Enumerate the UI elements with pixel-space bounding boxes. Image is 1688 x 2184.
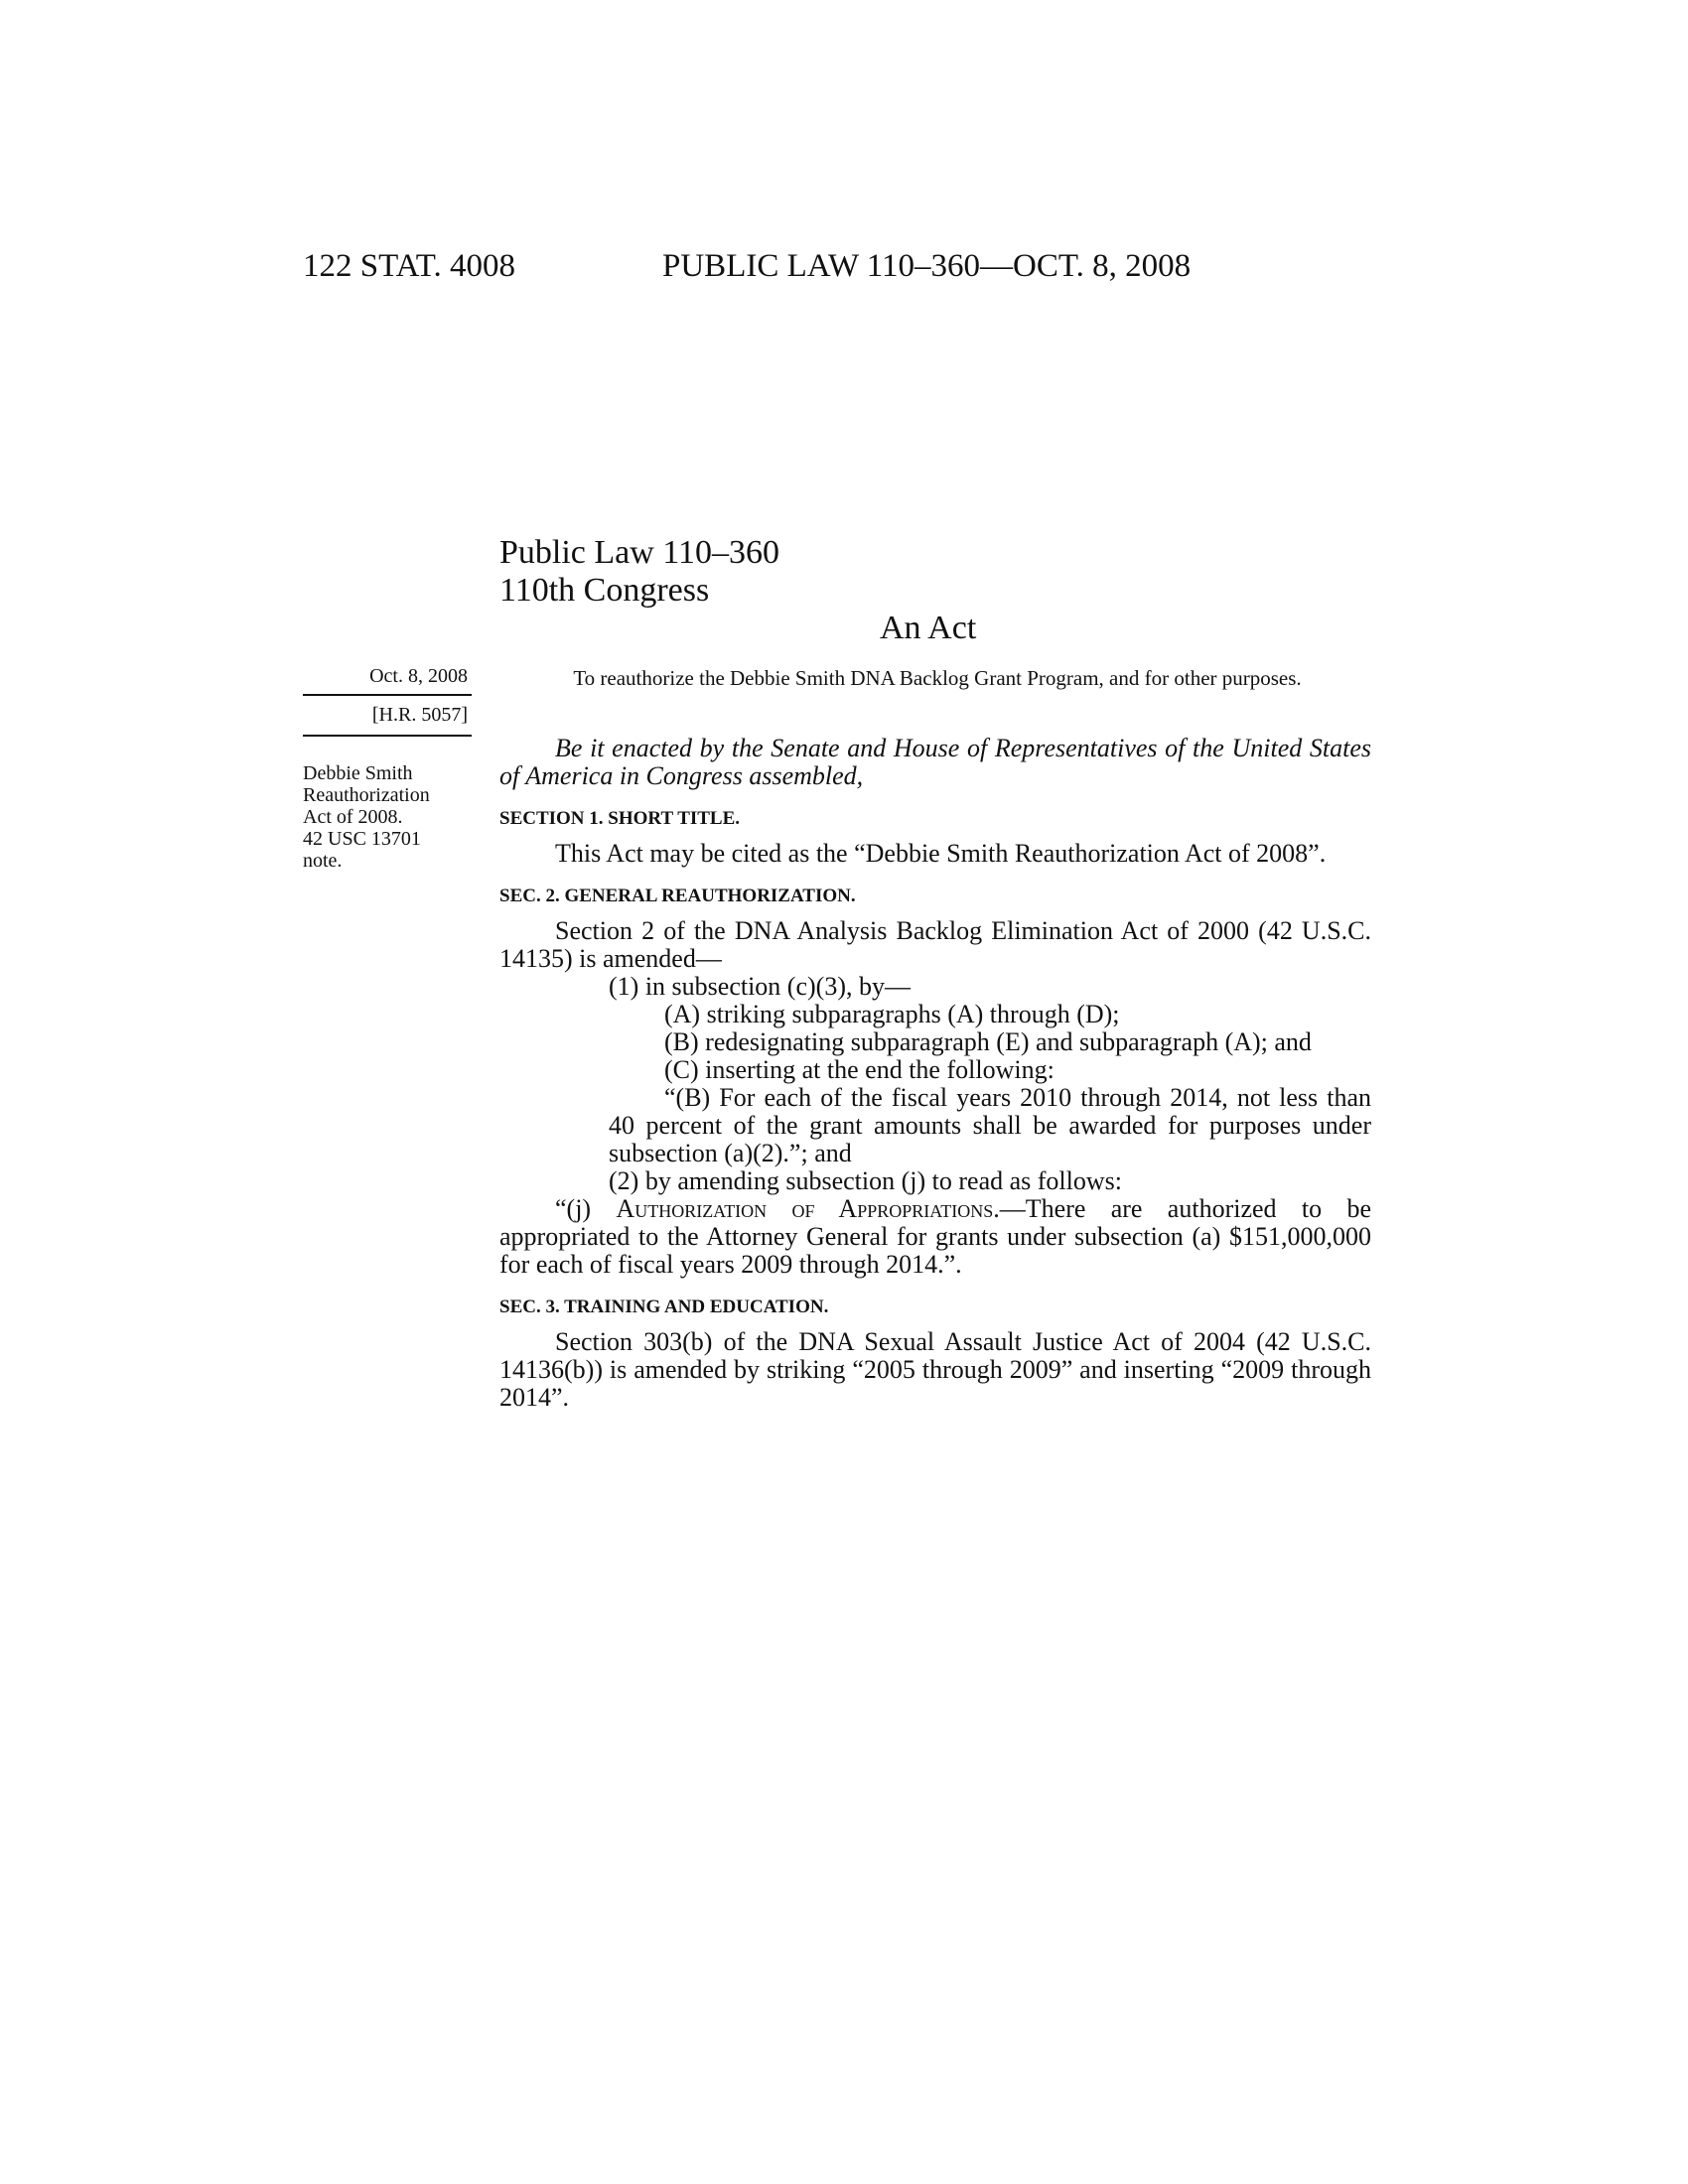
- margin-note-line: Reauthorization: [303, 784, 430, 806]
- section-2-intro: Section 2 of the DNA Analysis Backlog Elimination Act of 2000 (42 U.S.C. 14135) is amended—: [499, 916, 1371, 973]
- margin-bill-number: [H.R. 5057]: [303, 696, 472, 737]
- section-3-heading: SEC. 3. TRAINING AND EDUCATION.: [499, 1297, 829, 1317]
- section-3-text: Section 303(b) of the DNA Sexual Assault Justice Act of 2004 (42 U.S.C. 14136(b)) is amended by striking “2005 through 2009” and inserting “2009 through 2014”.: [499, 1327, 1371, 1412]
- public-law-number: Public Law 110–360: [499, 534, 780, 571]
- section-1-heading: SECTION 1. SHORT TITLE.: [499, 808, 741, 829]
- running-header-law-date: PUBLIC LAW 110–360—OCT. 8, 2008: [662, 248, 1192, 284]
- quoted-j-caption: Authorization of Appropriations: [616, 1194, 994, 1223]
- section-2-heading: SEC. 2. GENERAL REAUTHORIZATION.: [499, 886, 856, 906]
- quoted-j-lead: “(j): [555, 1194, 617, 1223]
- margin-date-block: [303, 665, 472, 737]
- margin-note-line: Debbie Smith: [303, 762, 413, 784]
- margin-note-line: 42 USC 13701: [303, 828, 421, 850]
- margin-note-line: note.: [303, 850, 343, 872]
- section-2-item-b: (B) redesignating subparagraph (E) and subparagraph (A); and: [664, 1027, 1312, 1056]
- section-2-quoted-j: [499, 1195, 1371, 1279]
- section-2-item-2: (2) by amending subsection (j) to read as follows:: [609, 1166, 1122, 1195]
- margin-note: [303, 762, 472, 872]
- purpose-line: To reauthorize the Debbie Smith DNA Backlog Grant Program, and for other purposes.: [573, 666, 1302, 690]
- margin-date: Oct. 8, 2008: [303, 665, 472, 696]
- an-act-heading: An Act: [880, 610, 977, 646]
- enacting-clause: Be it enacted by the Senate and House of Representatives of the United States of America in Congress assembled,: [499, 734, 1371, 790]
- stat-page-number: 122 STAT. 4008: [303, 248, 516, 284]
- section-1-text: This Act may be cited as the “Debbie Smith Reauthorization Act of 2008”.: [555, 839, 1327, 868]
- title-block: [499, 534, 779, 610]
- section-2-item-a: (A) striking subparagraphs (A) through (D);: [664, 1000, 1120, 1028]
- main-body: [499, 735, 1371, 1412]
- section-2-item-c: (C) inserting at the end the following:: [664, 1055, 1055, 1084]
- quoted-j-text: .—There are authorized to be appropriated to the Attorney General for grants under subsection (a) $151,000,000 for each of fiscal years 2009 through 2014.”.: [499, 1194, 1371, 1279]
- margin-note-line: Act of 2008.: [303, 806, 403, 828]
- section-2-item-1: (1) in subsection (c)(3), by—: [609, 972, 911, 1001]
- section-2-quoted-b: “(B) For each of the fiscal years 2010 through 2014, not less than 40 percent of the grant amounts shall be awarded for purposes under subsection (a)(2).”; and: [609, 1083, 1371, 1167]
- congress-number: 110th Congress: [499, 572, 710, 609]
